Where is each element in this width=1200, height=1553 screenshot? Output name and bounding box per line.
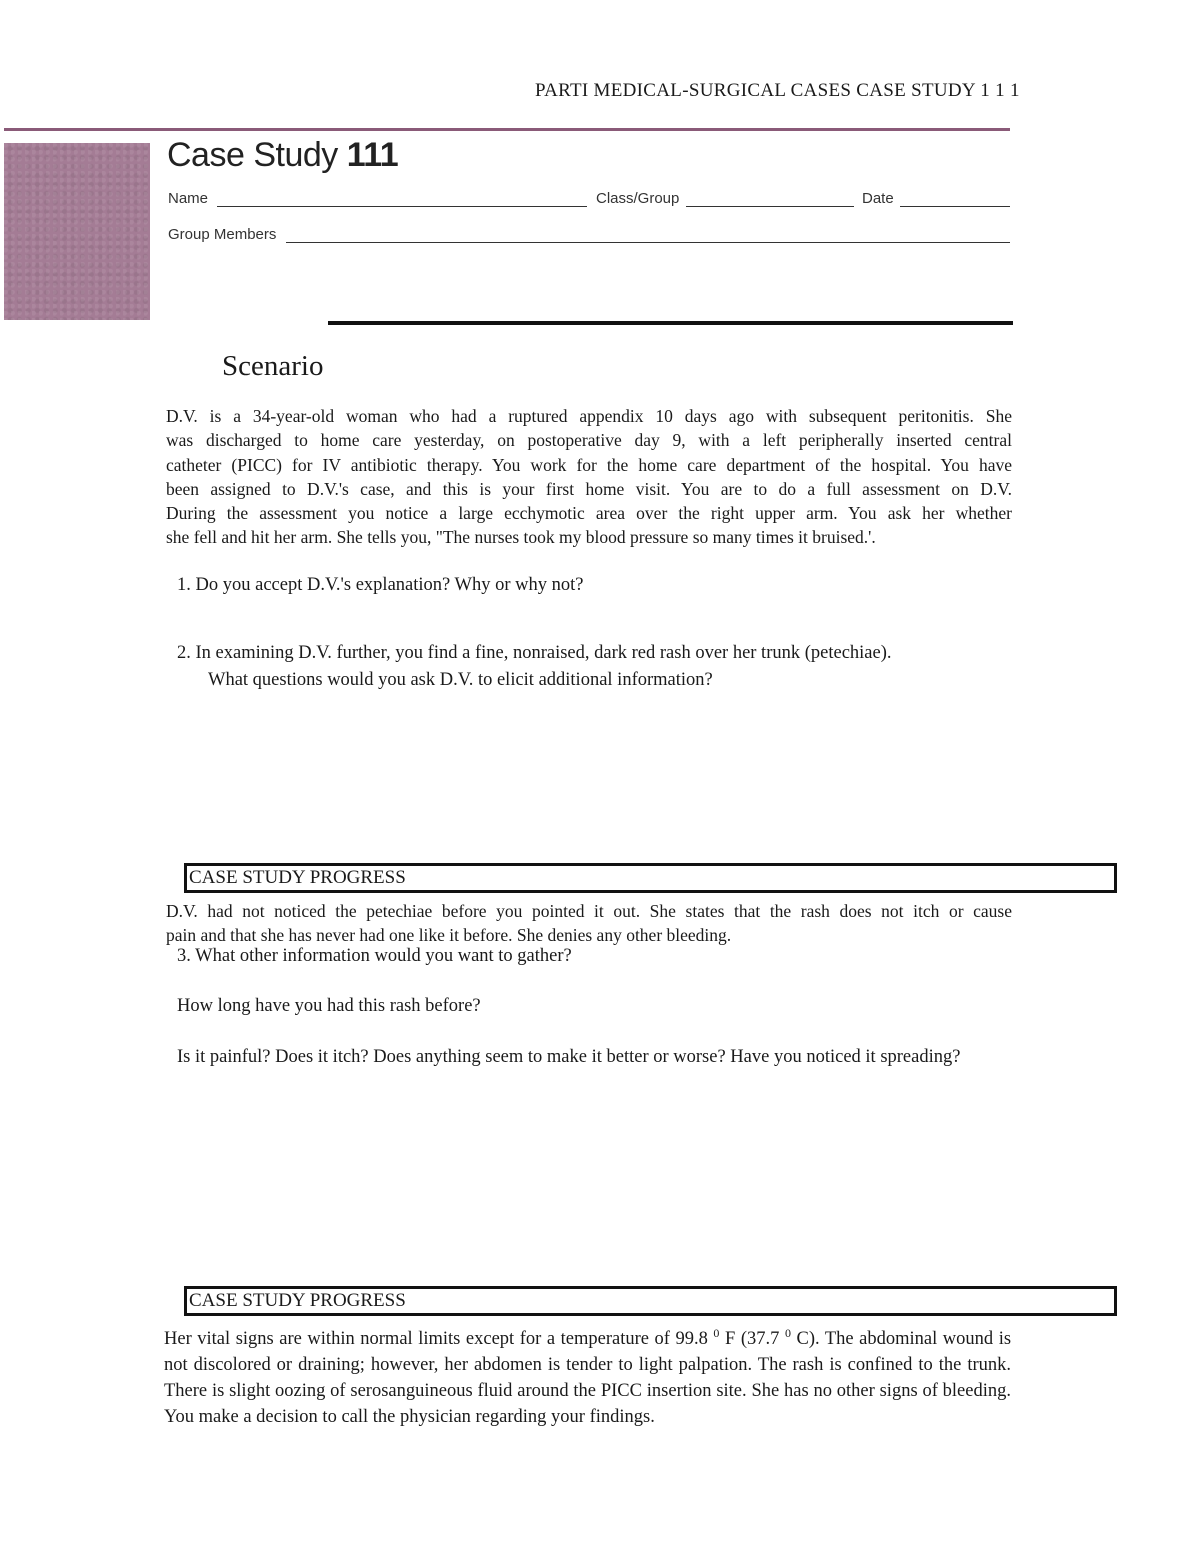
case-study-title [167,136,398,175]
case-study-progress-box [184,863,1117,893]
vitals-text: Her vital signs are within normal limits except for a temperature of 99.8 [164,1329,708,1350]
date-label: Date [862,190,894,207]
progress-2-paragraph [164,1321,1011,1430]
scenario-heading: Scenario [222,350,324,382]
scenario-line: catheter (PICC) for IV antibiotic therapy. You work for the home care department of the hospital. You have [166,454,1012,475]
case-study-progress-label: CASE STUDY PROGRESS [189,867,406,888]
case-study-progress-label-2: CASE STUDY PROGRESS [189,1290,406,1311]
question-2-line-1: 2. In examining D.V. further, you find a fine, nonraised, dark red rash over her trunk (petechiae). [177,643,892,663]
scenario-line: During the assessment you notice a large ecchymotic area over the right upper arm. You ask her whether [166,503,1012,524]
degree-superscript: 0 [784,1326,791,1340]
purple-color-block [4,143,150,320]
progress-1-paragraph [166,900,1012,947]
answer-rash-details: Is it painful? Does it itch? Does anything seem to make it better or worse? Have you noticed it spreading? [177,1047,961,1067]
temp-unit-text: F (37.7 [724,1329,780,1350]
case-study-progress-box-2 [184,1286,1117,1316]
name-label: Name [168,190,209,207]
answer-rash-duration: How long have you had this rash before? [177,996,481,1016]
case-study-title-word: Case Study [167,136,338,174]
progress-1-line: pain and that she has never had one like it before. She denies any other bleeding. [166,924,732,945]
scenario-line: D.V. is a 34-year-old woman who had a ruptured appendix 10 days ago with subsequent peritonitis. She [166,406,1012,426]
name-field[interactable] [217,206,587,207]
group-members-field[interactable] [286,242,1010,243]
scenario-line: was discharged to home care yesterday, on postoperative day 9, with a left peripherally inserted central [166,430,1012,451]
group-members-label: Group Members [168,226,277,243]
section-divider [328,321,1013,325]
date-field[interactable] [900,206,1010,207]
question-1: 1. Do you accept D.V.'s explanation? Why or why not? [177,575,584,595]
case-study-number: 111 [346,136,399,174]
scenario-line: been assigned to D.V.'s case, and this is your first home visit. You are to do a full assessment on D.V. [166,478,1012,499]
degree-superscript: 0 [713,1326,720,1340]
header-rule [4,128,1010,131]
scenario-line: she fell and hit her arm. She tells you, "The nurses took my blood pressure so many times it bruised.'. [166,527,876,548]
running-header: PARTI MEDICAL-SURGICAL CASES CASE STUDY 1 1 1 [535,80,1020,101]
question-2-line-2: What questions would you ask D.V. to elicit additional information? [208,670,713,690]
class-group-field[interactable] [686,206,854,207]
scenario-paragraph [166,404,1012,550]
question-3: 3. What other information would you want to gather? [177,946,572,966]
class-group-label: Class/Group [596,190,680,207]
progress-1-line: D.V. had not noticed the petechiae before you pointed it out. She states that the rash does not itch or cause [166,901,1012,921]
findings-text: C). The abdominal wound is not discolored or draining; however, her abdomen is tender to light palpation. The rash is confined to the trunk. There is slight oozing of serosanguineous fluid around the PICC insertion site. She has no other signs of bleeding. You make a decision to call the physician regarding your findings. [164,1329,1012,1427]
